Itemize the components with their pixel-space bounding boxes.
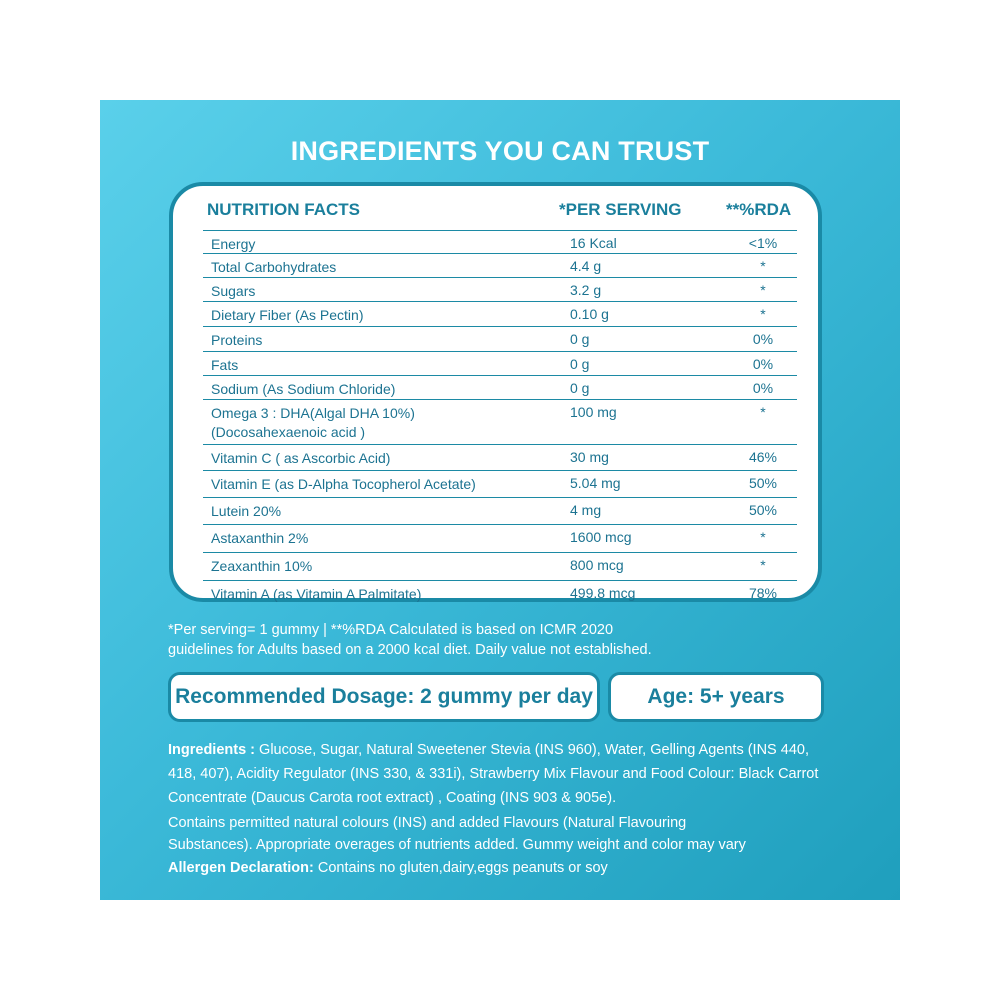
- row-serving: 0 g: [570, 356, 590, 372]
- allergen-text: Contains no gluten,dairy,eggs peanuts or soy: [313, 860, 608, 876]
- table-row: [203, 553, 797, 581]
- row-rda: *: [760, 258, 766, 274]
- row-rda: 46%: [748, 449, 778, 465]
- row-rda: <1%: [748, 235, 778, 251]
- row-name: Lutein 20%: [211, 503, 282, 519]
- allergen-line: [168, 856, 828, 880]
- row-name: Astaxanthin 2%: [211, 530, 309, 546]
- row-name: [211, 404, 415, 442]
- footnote-line1: *Per serving= 1 gummy | **%RDA Calculated is based on ICMR 2020: [168, 622, 614, 638]
- age-badge: Age: 5+ years: [608, 672, 824, 722]
- row-rda: 0%: [752, 380, 774, 396]
- ingredients-line2: 418, 407), Acidity Regulator (INS 330, & 331i), Strawberry Mix Flavour and Food Colour: Black Carrot: [168, 766, 819, 782]
- footnote: [168, 620, 768, 660]
- table-row: [203, 376, 797, 400]
- row-serving: 4 mg: [570, 502, 602, 518]
- row-rda: *: [760, 306, 766, 322]
- row-name: Energy: [211, 236, 256, 252]
- header-per-serving: *PER SERVING: [559, 200, 682, 219]
- table-row: [203, 581, 797, 607]
- nutrition-table: [203, 230, 797, 607]
- row-serving: 30 mg: [570, 449, 609, 465]
- ingredients-text1: Glucose, Sugar, Natural Sweetener Stevia (INS 960), Water, Gelling Agents (INS 440,: [255, 742, 809, 758]
- row-serving: 4.4 g: [570, 258, 602, 274]
- row-serving: 3.2 g: [570, 282, 602, 298]
- row-rda: 50%: [748, 502, 778, 518]
- table-row: [203, 400, 797, 445]
- row-rda: *: [760, 282, 766, 298]
- row-name: Dietary Fiber (As Pectin): [211, 307, 364, 323]
- row-rda: *: [760, 557, 766, 573]
- row-name: Zeaxanthin 10%: [211, 558, 313, 574]
- table-row: [203, 278, 797, 302]
- ingredients-line4: Contains permitted natural colours (INS) and added Flavours (Natural Flavouring: [168, 815, 687, 831]
- table-row: [203, 230, 797, 254]
- row-serving: 800 mcg: [570, 557, 624, 573]
- row-rda: *: [760, 404, 766, 420]
- dosage-badge: Recommended Dosage: 2 gummy per day: [168, 672, 600, 722]
- ingredients-line1: [168, 738, 828, 762]
- table-row: [203, 327, 797, 352]
- ingredients-block: [168, 738, 828, 880]
- table-row: [203, 471, 797, 498]
- row-name: Vitamin A (as Vitamin A Palmitate): [211, 586, 422, 602]
- row-rda: 78%: [748, 585, 778, 601]
- row-rda: 0%: [752, 331, 774, 347]
- row-serving: 16 Kcal: [570, 235, 617, 251]
- ingredients-line5: Substances). Appropriate overages of nutrients added. Gummy weight and color may vary: [168, 837, 746, 853]
- table-row: [203, 445, 797, 471]
- row-serving: 1600 mcg: [570, 529, 632, 545]
- table-row: [203, 525, 797, 553]
- table-row: [203, 352, 797, 376]
- page-title: INGREDIENTS YOU CAN TRUST: [290, 136, 710, 166]
- row-name: Proteins: [211, 332, 263, 348]
- row-name-line2: (Docosahexaenoic acid ): [211, 424, 366, 440]
- table-row: [203, 302, 797, 327]
- row-serving: 5.04 mg: [570, 475, 621, 491]
- ingredients-line3: Concentrate (Daucus Carota root extract) , Coating (INS 903 & 905e).: [168, 790, 617, 806]
- row-name: Sodium (As Sodium Chloride): [211, 381, 396, 397]
- row-name: Total Carbohydrates: [211, 259, 337, 275]
- row-rda: 0%: [752, 356, 774, 372]
- row-name-line1: Omega 3 : DHA(Algal DHA 10%): [211, 405, 415, 421]
- header-nutrition-facts: NUTRITION FACTS: [207, 200, 360, 219]
- row-name: Sugars: [211, 283, 256, 299]
- table-row: [203, 254, 797, 278]
- row-serving: 499.8 mcg: [570, 585, 636, 601]
- row-serving: 100 mg: [570, 404, 617, 420]
- allergen-label: Allergen Declaration:: [168, 860, 314, 876]
- row-serving: 0 g: [570, 380, 590, 396]
- header-rda: **%RDA: [726, 200, 792, 219]
- footnote-line2: guidelines for Adults based on a 2000 kcal diet. Daily value not established.: [168, 642, 652, 658]
- row-serving: 0.10 g: [570, 306, 609, 322]
- table-row: [203, 498, 797, 525]
- row-serving: 0 g: [570, 331, 590, 347]
- row-rda: 50%: [748, 475, 778, 491]
- row-name: Fats: [211, 357, 239, 373]
- row-name: Vitamin C ( as Ascorbic Acid): [211, 450, 391, 466]
- ingredients-label: Ingredients :: [168, 742, 256, 758]
- row-name: Vitamin E (as D-Alpha Tocopherol Acetate): [211, 476, 476, 492]
- row-rda: *: [760, 529, 766, 545]
